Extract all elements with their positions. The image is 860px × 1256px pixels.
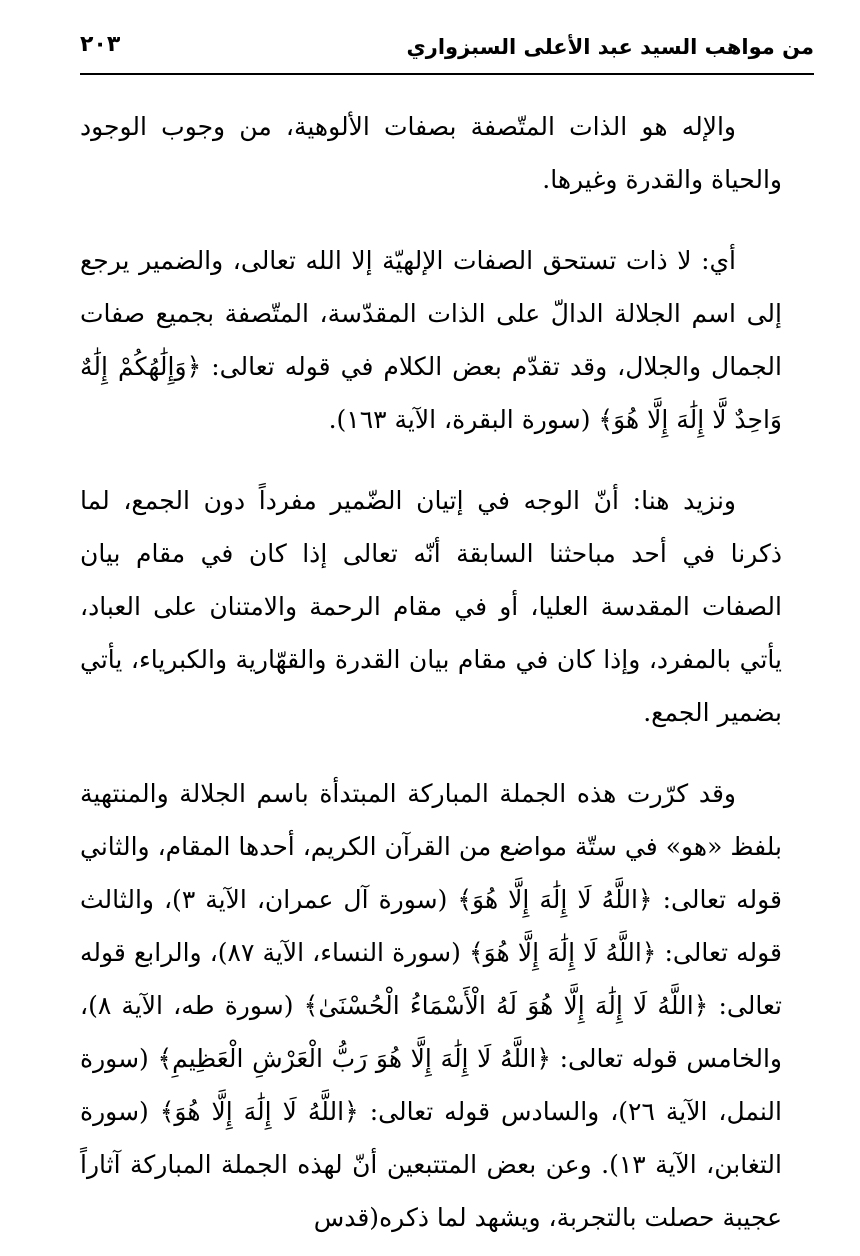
- page-number: ٢٠٣: [80, 32, 121, 57]
- paragraph-4: وقد كرّرت هذه الجملة المباركة المبتدأة باسم الجلالة والمنتهية بلفظ «هو» في ستّة مواضع من القرآن الكريم، أحدها المقام، والثاني قوله تعالى: ﴿اللَّهُ لَا إِلَٰهَ إِلَّا هُوَ﴾ (سورة آل عمران، الآية ٣)، والثالث قوله تعالى: ﴿اللَّهُ لَا إِلَٰهَ إِلَّا هُوَ﴾ (سورة النساء، الآية ٨٧)، والرابع قوله تعالى: ﴿اللَّهُ لَا إِلَٰهَ إِلَّا هُوَ لَهُ الْأَسْمَاءُ الْحُسْنَىٰ﴾ (سورة طه، الآية ٨)، والخامس قوله تعالى: ﴿اللَّهُ لَا إِلَٰهَ إِلَّا هُوَ رَبُّ الْعَرْشِ الْعَظِيمِ﴾ (سورة النمل، الآية ٢٦)، والسادس قوله تعالى: ﴿اللَّهُ لَا إِلَٰهَ إِلَّا هُوَ﴾ (سورة التغابن، الآية ١٣). وعن بعض المتتبعين أنّ لهذه الجملة المباركة آثاراً عجيبة حصلت بالتجربة، ويشهد لما ذكره(قدس: [80, 779, 782, 1232]
- running-header: [80, 28, 814, 74]
- paragraph-3: ونزيد هنا: أنّ الوجه في إتيان الضّمير مفرداً دون الجمع، لما ذكرنا في أحد مباحثنا السابقة أنّه تعالى إذا كان في مقام بيان الصفات المقدسة العليا، أو في مقام الرحمة والامتنان على العباد، يأتي بالمفرد، وإذا كان في مقام بيان القدرة والقهّارية والكبرياء، يأتي بضمير الجمع.: [80, 486, 782, 727]
- running-header-title: من مواهب السيد عبد الأعلى السبزواري: [406, 35, 814, 59]
- paragraph-2: أي: لا ذات تستحق الصفات الإلهيّة إلا الله تعالى، والضمير يرجع إلى اسم الجلالة الدالّ على الذات المقدّسة، المتّصفة بجميع صفات الجمال والجلال، وقد تقدّم بعض الكلام في قوله تعالى: ﴿وَإِلَٰهُكُمْ إِلَٰهٌ وَاحِدٌ لَّا إِلَٰهَ إِلَّا هُوَ﴾ (سورة البقرة، الآية ١٦٣).: [80, 246, 782, 434]
- header-rule: [80, 73, 814, 75]
- paragraph-1: والإله هو الذات المتّصفة بصفات الألوهية، من وجوب الوجود والحياة والقدرة وغيرها.: [80, 112, 782, 194]
- body-text: [80, 100, 782, 1244]
